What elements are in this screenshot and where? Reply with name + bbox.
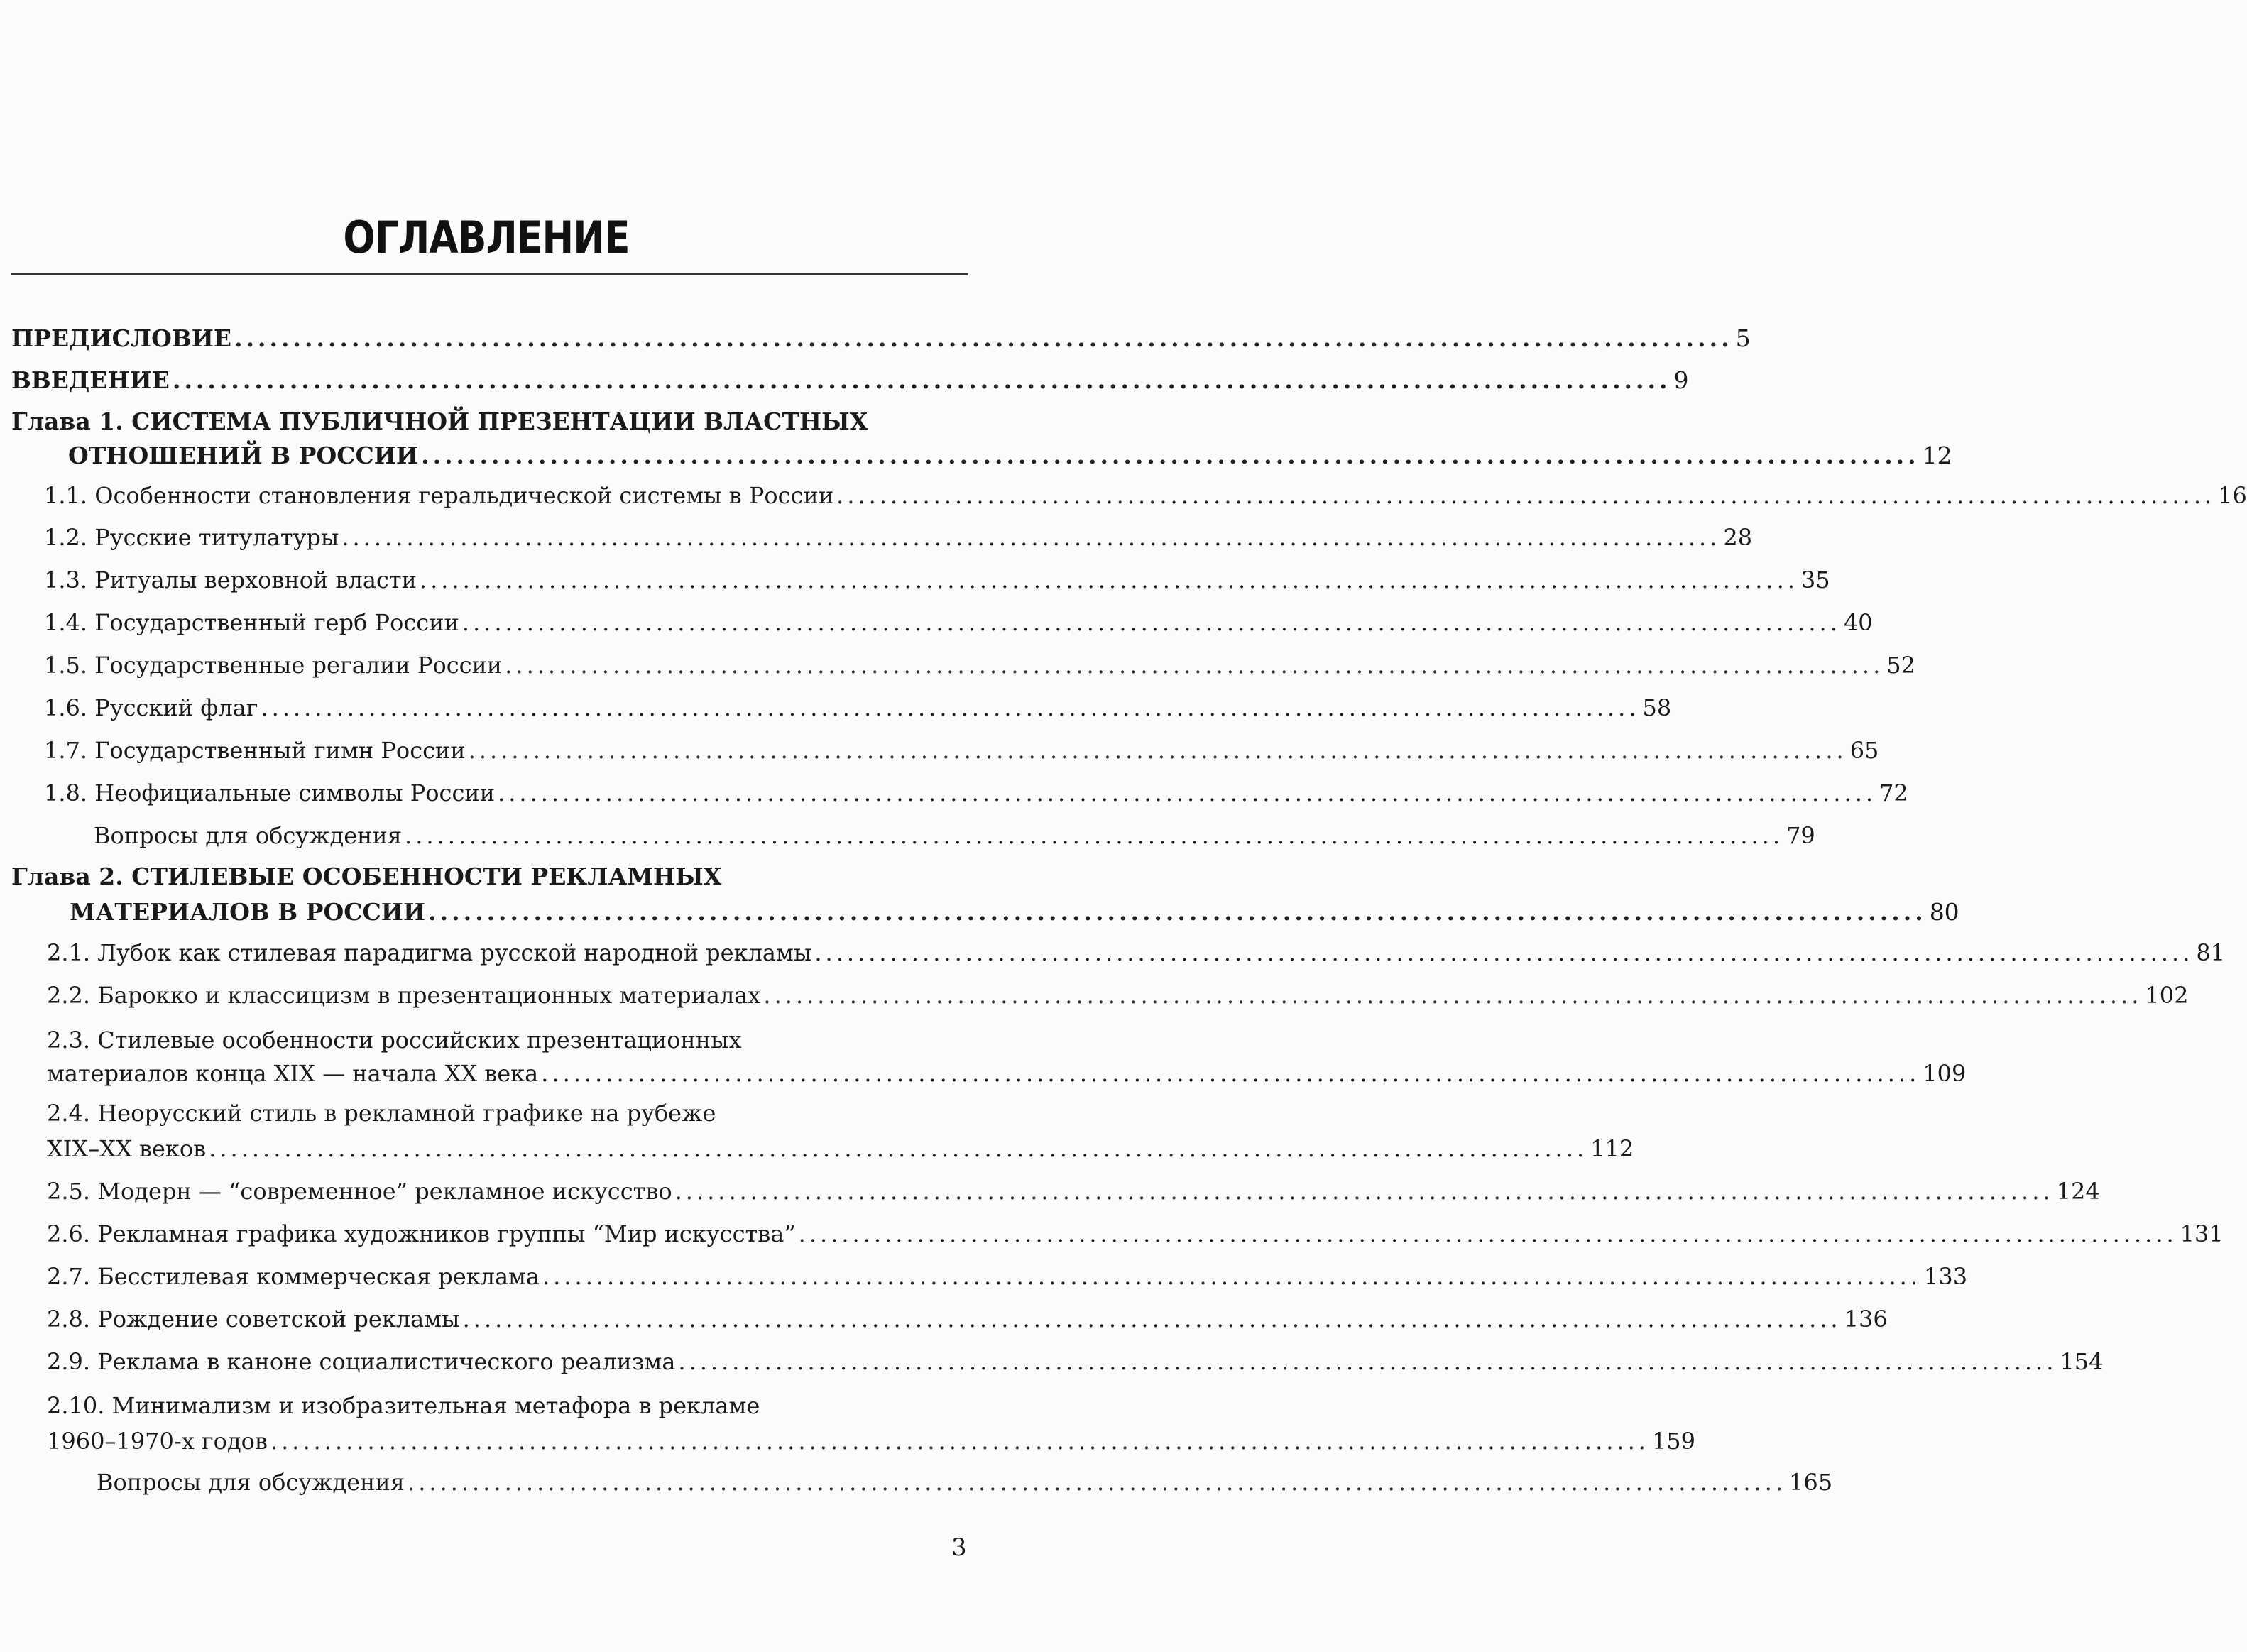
- leader-dots: ................................................................................................................................: [678, 1348, 2057, 1375]
- page-number: 3: [951, 1533, 967, 1562]
- toc-page-number: 12: [1922, 442, 1952, 469]
- toc-page-number: 52: [1886, 652, 1915, 679]
- toc-entry-1-1[interactable]: [44, 480, 2247, 511]
- toc-page-number: 112: [1590, 1135, 1634, 1162]
- toc-page-number: 131: [2180, 1220, 2224, 1247]
- toc-entry-questions-2[interactable]: [97, 1467, 1833, 1498]
- toc-entry-2-5[interactable]: [47, 1176, 2100, 1207]
- toc-entry-2-2[interactable]: [47, 980, 2189, 1011]
- toc-entry-2-6[interactable]: [47, 1218, 2224, 1249]
- leader-dots: ................................................................................................................................: [462, 1306, 1842, 1333]
- toc-entry-label: ВВЕДЕНИЕ: [11, 366, 170, 394]
- toc-entry-2-4[interactable]: [47, 1133, 1634, 1164]
- toc-chapter-2-title[interactable]: Глава 2. СТИЛЕВЫЕ ОСОБЕННОСТИ РЕКЛАМНЫХ: [11, 863, 722, 890]
- leader-dots: ................................................................................................................................: [421, 442, 1920, 469]
- toc-entry-label: 1.2. Русские титулатуры: [44, 524, 339, 551]
- toc-entry-label: 1.5. Государственные регалии России: [44, 652, 503, 679]
- leader-dots: ................................................................................................................................: [419, 567, 1798, 593]
- toc-entry-1-8[interactable]: [44, 777, 1908, 809]
- toc-entry-label: 2.9. Реклама в каноне социалистического реализма: [47, 1348, 676, 1375]
- toc-entry-label: 1.4. Государственный герб России: [44, 609, 459, 636]
- toc-entry-label: 2.6. Рекламная графика художников группы “Мир искусства”: [47, 1220, 796, 1247]
- toc-entry-1-6[interactable]: [44, 692, 1672, 723]
- toc-entry-label: 1.7. Государственный гимн России: [44, 737, 466, 764]
- toc-entry-label: XIX–XX веков: [47, 1135, 207, 1162]
- toc-entry-1-5[interactable]: [44, 650, 1915, 681]
- toc-entry-label: 2.2. Барокко и классицизм в презентационных материалах: [47, 982, 761, 1009]
- toc-entry-2-9[interactable]: [47, 1346, 2104, 1377]
- leader-dots: ................................................................................................................................: [798, 1220, 2177, 1247]
- toc-entry-2-10[interactable]: [47, 1426, 1695, 1457]
- leader-dots: ................................................................................................................................: [814, 939, 2194, 966]
- leader-dots: ................................................................................................................................: [542, 1263, 1921, 1290]
- toc-page-number: 136: [1844, 1306, 1888, 1333]
- toc-entry-label: МАТЕРИАЛОВ В РОССИИ: [70, 898, 426, 926]
- leader-dots: ................................................................................................................................: [341, 524, 1721, 551]
- toc-entry-2-3-line1[interactable]: 2.3. Стилевые особенности российских презентационных: [47, 1027, 742, 1054]
- toc-page-number: 35: [1800, 567, 1830, 593]
- leader-dots: ................................................................................................................................: [498, 779, 1877, 806]
- toc-entry-1-3[interactable]: [44, 564, 1830, 596]
- toc-entry-label: 1960–1970-х годов: [47, 1428, 268, 1455]
- toc-entry-label: ОТНОШЕНИЙ В РОССИИ: [68, 442, 419, 469]
- title-divider: [11, 273, 968, 275]
- toc-page-number: 81: [2196, 939, 2226, 966]
- leader-dots: ................................................................................................................................: [270, 1428, 1649, 1455]
- toc-entry-2-10-line1[interactable]: 2.10. Минимализм и изобразительная метафора в рекламе: [47, 1392, 760, 1419]
- toc-entry-label: 1.1. Особенности становления геральдической системы в России: [44, 482, 834, 509]
- toc-entry-1-2[interactable]: [44, 522, 1753, 553]
- leader-dots: ................................................................................................................................: [408, 1469, 1787, 1496]
- leader-dots: ................................................................................................................................: [234, 324, 1733, 352]
- leader-dots: ................................................................................................................................: [261, 694, 1640, 721]
- toc-entry-intro[interactable]: [11, 365, 1689, 396]
- leader-dots: ................................................................................................................................: [836, 482, 2216, 509]
- toc-entry-chapter-2[interactable]: [70, 897, 1959, 928]
- toc-page-number: 9: [1673, 366, 1689, 394]
- leader-dots: ................................................................................................................................: [763, 982, 2143, 1009]
- toc-page-number: 154: [2060, 1348, 2104, 1375]
- toc-page-number: 80: [1929, 898, 1959, 926]
- toc-entry-label: Вопросы для обсуждения: [94, 822, 403, 849]
- leader-dots: ................................................................................................................................: [405, 822, 1784, 849]
- toc-entry-label: ПРЕДИСЛОВИЕ: [11, 324, 232, 352]
- leader-dots: ................................................................................................................................: [428, 898, 1927, 926]
- toc-page-number: 28: [1723, 524, 1753, 551]
- toc-page-number: 72: [1879, 779, 1908, 806]
- page-title: ОГЛАВЛЕНИЕ: [343, 212, 630, 263]
- toc-page-number: 109: [1923, 1060, 1967, 1087]
- toc-page-number: 165: [1789, 1469, 1833, 1496]
- toc-page-number: 133: [1924, 1263, 1968, 1290]
- toc-entry-label: 1.8. Неофициальные символы России: [44, 779, 496, 806]
- toc-entry-2-3[interactable]: [47, 1058, 1967, 1089]
- leader-dots: ................................................................................................................................: [468, 737, 1847, 764]
- toc-entry-label: 1.6. Русский флаг: [44, 694, 258, 721]
- toc-entry-label: Вопросы для обсуждения: [97, 1469, 405, 1496]
- toc-page-number: 159: [1651, 1428, 1695, 1455]
- toc-page-number: 58: [1642, 694, 1672, 721]
- toc-page-number: 124: [2056, 1178, 2100, 1205]
- toc-entry-2-4-line1[interactable]: 2.4. Неорусский стиль в рекламной графике на рубеже: [47, 1100, 716, 1127]
- toc-entry-2-7[interactable]: [47, 1261, 1968, 1292]
- toc-entry-1-4[interactable]: [44, 607, 1873, 638]
- toc-entry-label: 2.5. Модерн — “современное” рекламное искусство: [47, 1178, 672, 1205]
- toc-entry-label: материалов конца XIX — начала XX века: [47, 1060, 539, 1087]
- leader-dots: ................................................................................................................................: [674, 1178, 2054, 1205]
- leader-dots: ................................................................................................................................: [505, 652, 1884, 679]
- leader-dots: ................................................................................................................................: [172, 366, 1671, 394]
- toc-entry-chapter-1[interactable]: [68, 440, 1952, 471]
- toc-entry-label: 2.1. Лубок как стилевая парадигма русской народной рекламы: [47, 939, 812, 966]
- toc-page-number: 65: [1849, 737, 1879, 764]
- toc-entry-2-8[interactable]: [47, 1303, 1888, 1335]
- toc-page-number: 102: [2145, 982, 2189, 1009]
- toc-entry-label: 1.3. Ритуалы верховной власти: [44, 567, 417, 593]
- toc-entry-label: 2.8. Рождение советской рекламы: [47, 1306, 460, 1333]
- toc-entry-1-7[interactable]: [44, 735, 1879, 766]
- toc-page-number: 5: [1735, 324, 1751, 352]
- leader-dots: ................................................................................................................................: [541, 1060, 1920, 1087]
- toc-page-number: 79: [1786, 822, 1815, 849]
- toc-entry-label: 2.7. Бесстилевая коммерческая реклама: [47, 1263, 540, 1290]
- toc-page-number: 40: [1843, 609, 1873, 636]
- toc-entry-2-1[interactable]: [47, 937, 2226, 968]
- toc-entry-questions-1[interactable]: [94, 820, 1815, 851]
- toc-page-number: 16: [2218, 482, 2247, 509]
- toc-entry-preface[interactable]: [11, 323, 1751, 354]
- leader-dots: ................................................................................................................................: [209, 1135, 1588, 1162]
- toc-chapter-1-title[interactable]: Глава 1. СИСТЕМА ПУБЛИЧНОЙ ПРЕЗЕНТАЦИИ ВЛАСТНЫХ: [11, 407, 868, 435]
- leader-dots: ................................................................................................................................: [461, 609, 1841, 636]
